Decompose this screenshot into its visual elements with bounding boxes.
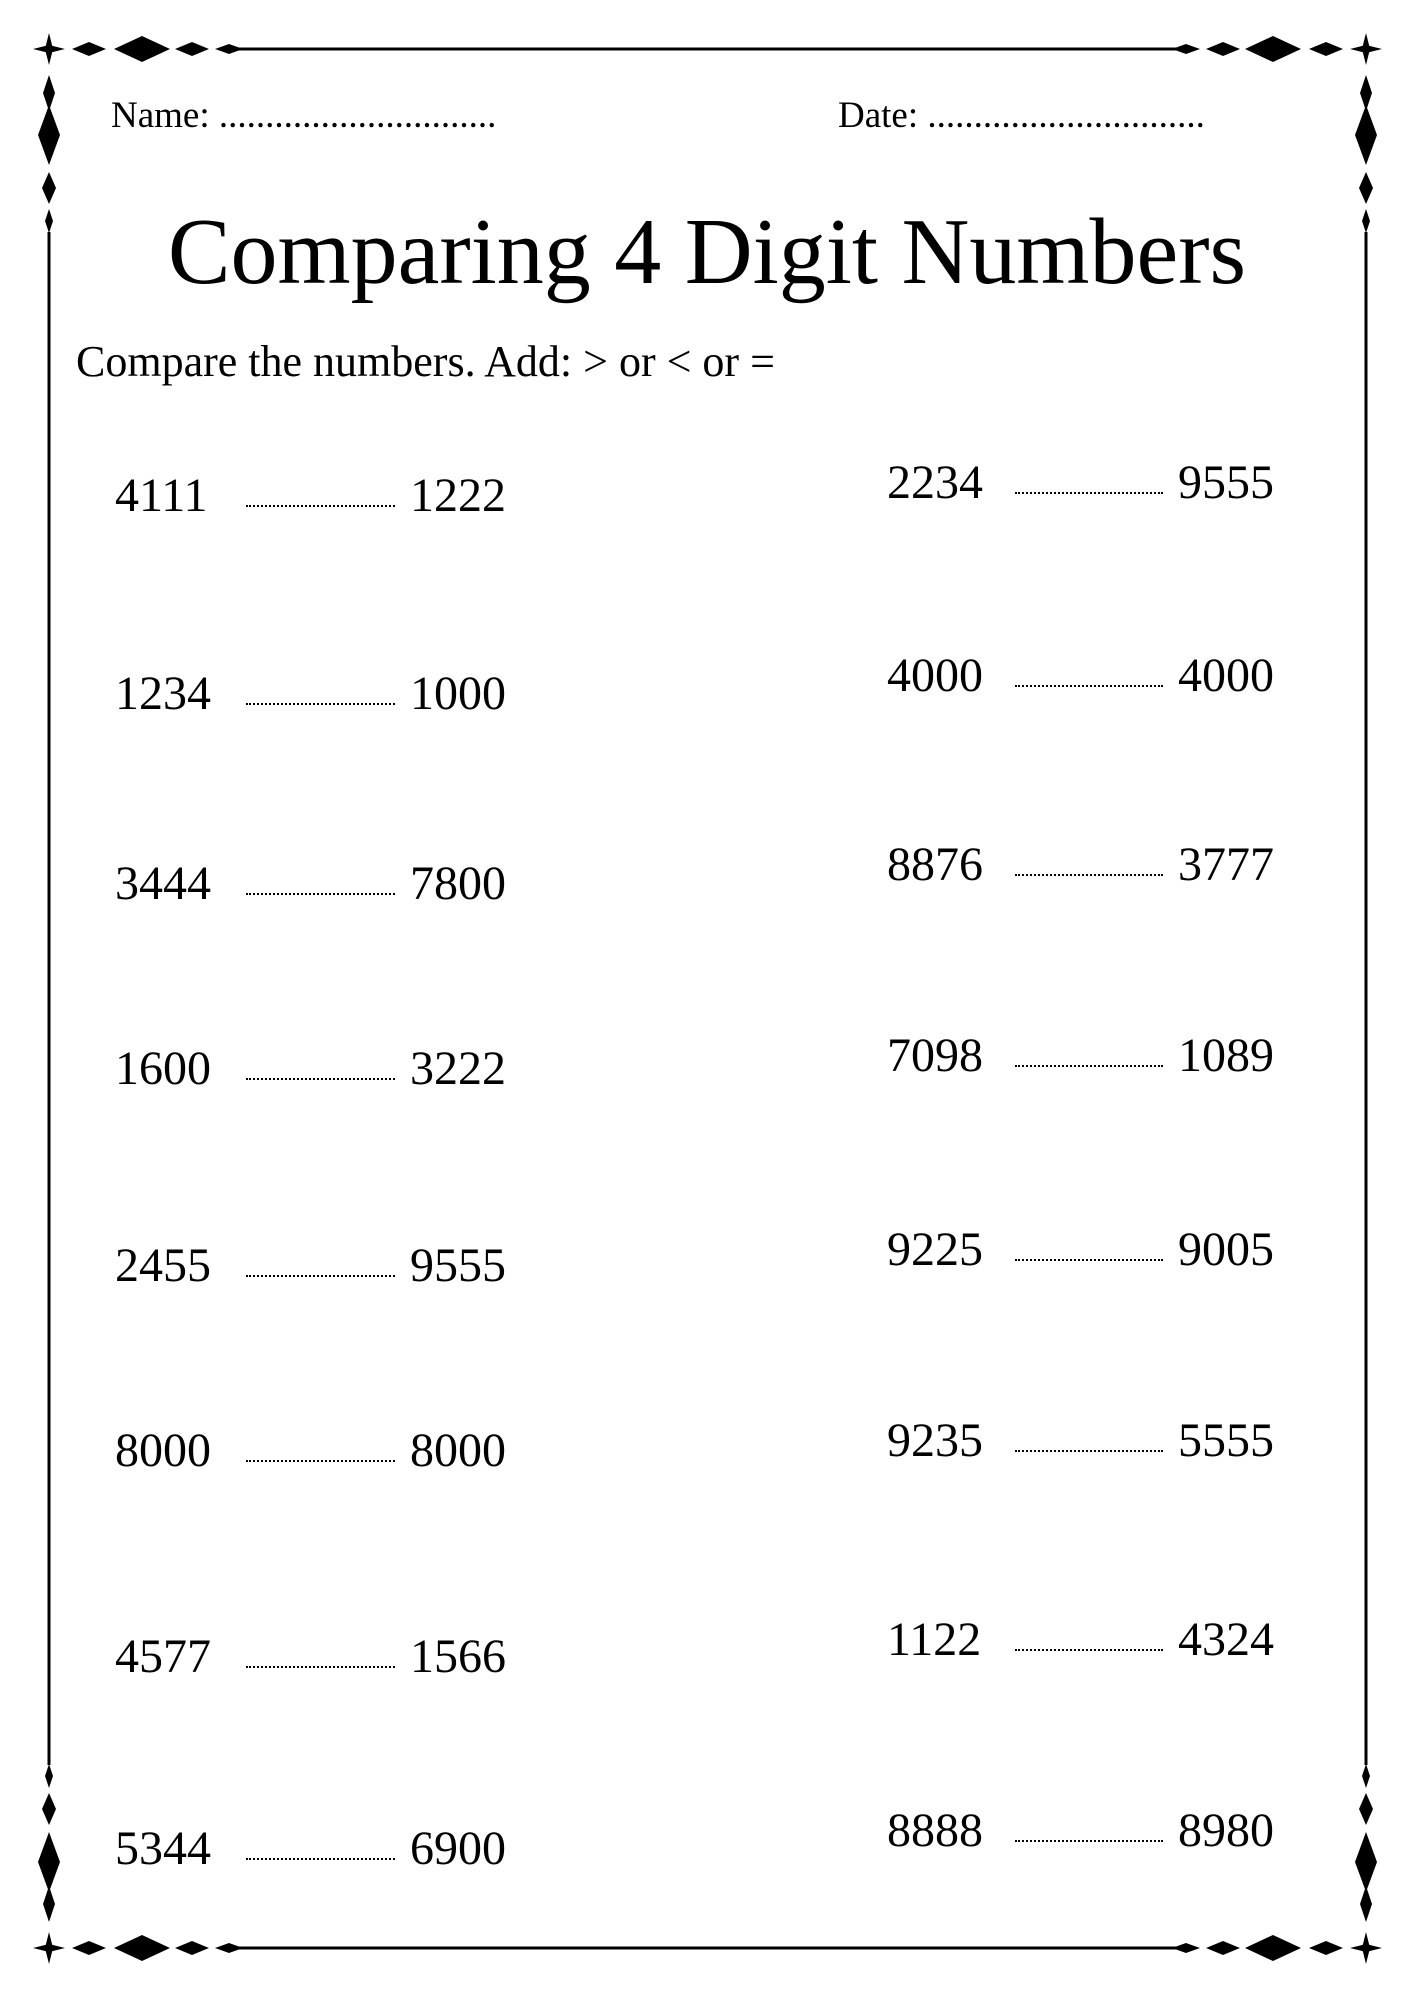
diamond-ornament <box>215 1943 243 1953</box>
answer-blank[interactable] <box>1015 1259 1163 1261</box>
second-number: 8000 <box>410 1424 506 1477</box>
answer-blank[interactable] <box>246 1078 395 1080</box>
diamond-ornament <box>42 172 56 204</box>
instructions: Compare the numbers. Add: > or < or = <box>76 337 775 386</box>
name-field[interactable]: Name: .............................. <box>111 95 497 136</box>
answer-blank[interactable] <box>1015 1840 1163 1842</box>
second-number: 4324 <box>1178 1613 1274 1666</box>
diamond-ornament <box>1206 42 1240 56</box>
first-number: 1234 <box>115 667 211 720</box>
second-number: 4000 <box>1178 649 1274 702</box>
answer-blank[interactable] <box>246 505 395 507</box>
answer-blank[interactable] <box>1015 1450 1163 1452</box>
first-number: 4577 <box>115 1630 211 1683</box>
diamond-ornament <box>38 105 60 165</box>
second-number: 6900 <box>410 1822 506 1875</box>
second-number: 7800 <box>410 857 506 910</box>
second-number: 3222 <box>410 1042 506 1095</box>
answer-blank[interactable] <box>246 1858 395 1860</box>
diamond-ornament <box>1362 33 1370 65</box>
first-number: 7098 <box>887 1029 983 1082</box>
first-number: 4000 <box>887 649 983 702</box>
second-number: 1222 <box>410 469 506 522</box>
diamond-ornament <box>1309 42 1343 56</box>
diamond-ornament <box>72 42 106 56</box>
answer-blank[interactable] <box>246 1460 395 1462</box>
diamond-ornament <box>1362 1932 1370 1964</box>
answer-blank[interactable] <box>246 1666 395 1668</box>
first-number: 3444 <box>115 857 211 910</box>
second-number: 1089 <box>1178 1029 1274 1082</box>
first-number: 5344 <box>115 1822 211 1875</box>
first-number: 9225 <box>887 1223 983 1276</box>
second-number: 9555 <box>1178 456 1274 509</box>
diamond-ornament <box>1245 1935 1301 1961</box>
answer-blank[interactable] <box>246 893 395 895</box>
corner-diamond-ornaments <box>33 33 1382 1964</box>
diamond-ornament <box>45 33 53 65</box>
second-number: 3777 <box>1178 838 1274 891</box>
diamond-ornament <box>1172 1943 1200 1953</box>
second-number: 8980 <box>1178 1804 1274 1857</box>
first-number: 8888 <box>887 1804 983 1857</box>
diamond-ornament <box>72 1941 106 1955</box>
first-number: 8000 <box>115 1424 211 1477</box>
answer-blank[interactable] <box>246 703 395 705</box>
answer-blank[interactable] <box>1015 492 1163 494</box>
answer-blank[interactable] <box>1015 685 1163 687</box>
first-number: 1122 <box>887 1613 982 1666</box>
first-number: 8876 <box>887 838 983 891</box>
diamond-ornament <box>175 42 209 56</box>
diamond-ornament <box>38 1832 60 1892</box>
diamond-ornament <box>1355 105 1377 165</box>
first-number: 4111 <box>115 469 208 522</box>
diamond-ornament <box>1359 1793 1373 1825</box>
first-number: 2455 <box>115 1239 211 1292</box>
diamond-ornament <box>175 1941 209 1955</box>
diamond-ornament <box>1206 1941 1240 1955</box>
diamond-ornament <box>1309 1941 1343 1955</box>
second-number: 5555 <box>1178 1414 1274 1467</box>
first-number: 1600 <box>115 1042 211 1095</box>
diamond-ornament <box>1172 44 1200 54</box>
diamond-ornament <box>1362 1764 1370 1788</box>
answer-blank[interactable] <box>1015 1649 1163 1651</box>
diamond-ornament <box>42 1793 56 1825</box>
second-number: 1000 <box>410 667 506 720</box>
diamond-ornament <box>45 1932 53 1964</box>
diamond-ornament <box>1359 172 1373 204</box>
page-title: Comparing 4 Digit Numbers <box>167 200 1247 304</box>
first-number: 2234 <box>887 456 983 509</box>
answer-blank[interactable] <box>1015 1065 1163 1067</box>
diamond-ornament <box>1245 36 1301 62</box>
answer-blank[interactable] <box>1015 874 1163 876</box>
diamond-ornament <box>1355 1832 1377 1892</box>
diamond-ornament <box>114 36 170 62</box>
second-number: 9005 <box>1178 1223 1274 1276</box>
second-number: 9555 <box>410 1239 506 1292</box>
diamond-ornament <box>215 44 243 54</box>
first-number: 9235 <box>887 1414 983 1467</box>
date-field[interactable]: Date: .............................. <box>838 95 1205 136</box>
second-number: 1566 <box>410 1630 506 1683</box>
answer-blank[interactable] <box>246 1275 395 1277</box>
diamond-ornament <box>45 1764 53 1788</box>
diamond-ornament <box>114 1935 170 1961</box>
